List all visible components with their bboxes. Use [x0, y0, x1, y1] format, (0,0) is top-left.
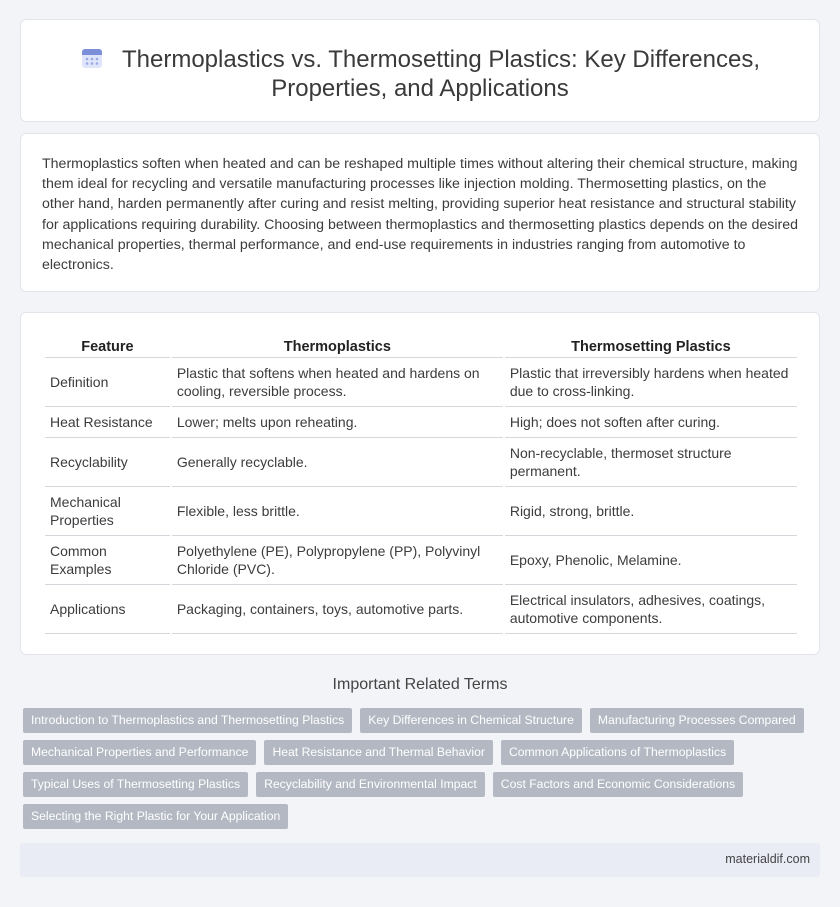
- related-term-link[interactable]: Mechanical Properties and Performance: [23, 740, 256, 765]
- related-terms-list: [23, 708, 823, 836]
- thermosetting-cell: Non-recyclable, thermoset structure permanent.: [505, 438, 797, 487]
- tag-row: [23, 804, 823, 836]
- thermosetting-cell: Electrical insulators, adhesives, coatings, automotive components.: [505, 585, 797, 634]
- table-row: [45, 536, 797, 585]
- intro-paragraph: Thermoplastics soften when heated and can be reshaped multiple times without altering their chemical structure, making them ideal for recycling and versatile manufacturing processes like injection molding. Thermosetting plastics, on the other hand, harden permanently after curing and resist melting, providing superior heat resistance and structural stability for applications requiring durability. Choosing between thermoplastics and thermosetting plastics depends on the desired mechanical properties, thermal performance, and end-use requirements in industries ranging from automotive to electronics.: [42, 156, 799, 274]
- table-row: [45, 438, 797, 487]
- header-card: [20, 19, 820, 122]
- feature-cell: Common Examples: [45, 536, 170, 585]
- thermoplastics-cell: Generally recyclable.: [172, 438, 503, 487]
- related-term-link[interactable]: Typical Uses of Thermosetting Plastics: [23, 772, 248, 797]
- thermoplastics-cell: Plastic that softens when heated and hardens on cooling, reversible process.: [172, 358, 503, 407]
- tag-row: [23, 740, 823, 772]
- related-term-link[interactable]: Common Applications of Thermoplastics: [501, 740, 734, 765]
- related-term-link[interactable]: Cost Factors and Economic Considerations: [493, 772, 743, 797]
- feature-cell: Heat Resistance: [45, 407, 170, 438]
- thermosetting-cell: High; does not soften after curing.: [505, 407, 797, 438]
- footer: [20, 843, 820, 877]
- tag-row: [23, 708, 823, 740]
- related-terms-heading: Important Related Terms: [332, 676, 508, 693]
- intro-card: [20, 133, 820, 292]
- table-row: [45, 407, 797, 438]
- comparison-card: [20, 312, 820, 655]
- thermosetting-cell: Epoxy, Phenolic, Melamine.: [505, 536, 797, 585]
- related-term-link[interactable]: Key Differences in Chemical Structure: [360, 708, 582, 733]
- feature-cell: Mechanical Properties: [45, 487, 170, 536]
- header-feature: Feature: [45, 333, 170, 358]
- thermoplastics-cell: Lower; melts upon reheating.: [172, 407, 503, 438]
- header-thermosetting: Thermosetting Plastics: [505, 333, 797, 358]
- related-term-link[interactable]: Selecting the Right Plastic for Your Application: [23, 804, 288, 829]
- feature-cell: Applications: [45, 585, 170, 634]
- thermosetting-cell: Plastic that irreversibly hardens when heated due to cross-linking.: [505, 358, 797, 407]
- thermoplastics-cell: Flexible, less brittle.: [172, 487, 503, 536]
- tag-row: [23, 772, 823, 804]
- table-header-row: [45, 333, 797, 358]
- thermoplastics-cell: Packaging, containers, toys, automotive parts.: [172, 585, 503, 634]
- site-url[interactable]: materialdif.com: [725, 852, 810, 866]
- feature-cell: Recyclability: [45, 438, 170, 487]
- related-term-link[interactable]: Recyclability and Environmental Impact: [256, 772, 485, 797]
- thermosetting-cell: Rigid, strong, brittle.: [505, 487, 797, 536]
- header-thermoplastics: Thermoplastics: [172, 333, 503, 358]
- feature-cell: Definition: [45, 358, 170, 407]
- comparison-table: [43, 333, 799, 634]
- table-row: [45, 487, 797, 536]
- thermoplastics-cell: Polyethylene (PE), Polypropylene (PP), Polyvinyl Chloride (PVC).: [172, 536, 503, 585]
- table-row: [45, 358, 797, 407]
- table-row: [45, 585, 797, 634]
- related-term-link[interactable]: Heat Resistance and Thermal Behavior: [264, 740, 493, 765]
- page-title: Thermoplastics vs. Thermosetting Plastics: Key Differences, Properties, and Applications: [121, 46, 760, 102]
- related-term-link[interactable]: Introduction to Thermoplastics and Thermosetting Plastics: [23, 708, 352, 733]
- title-wrap: [61, 45, 779, 103]
- related-term-link[interactable]: Manufacturing Processes Compared: [590, 708, 804, 733]
- calendar-icon: [80, 46, 104, 70]
